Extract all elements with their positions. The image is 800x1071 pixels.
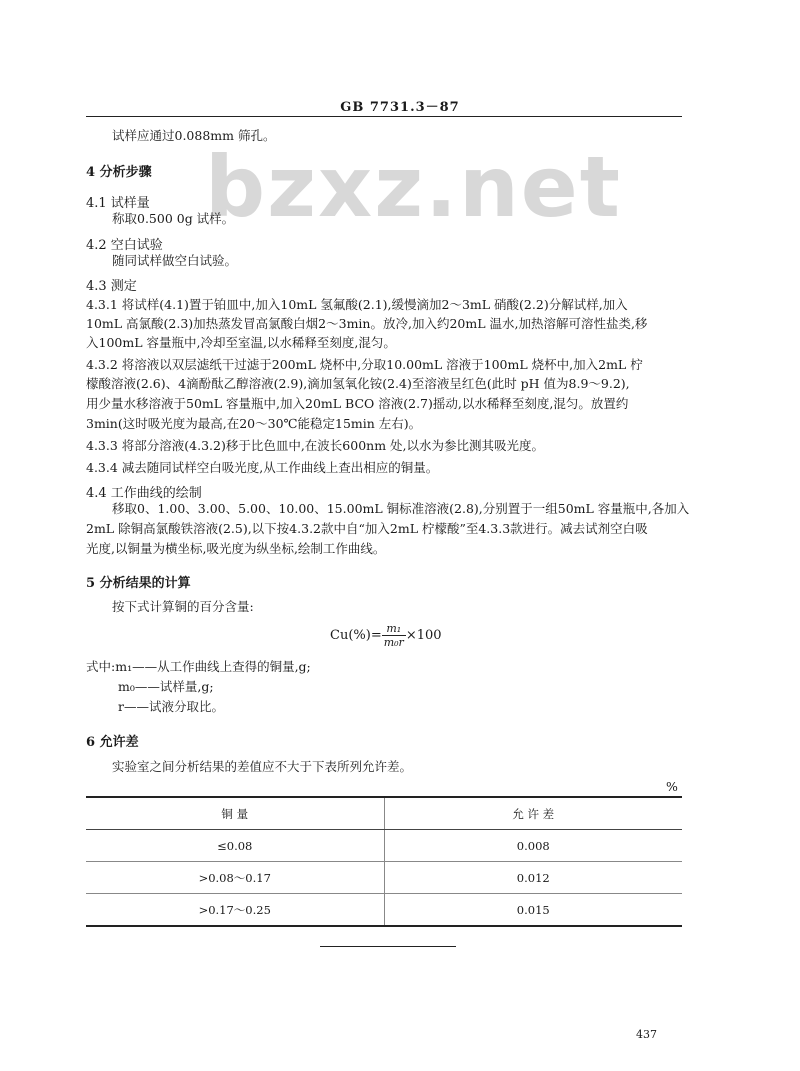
section-4-4-line-1: 移取0、1.00、3.00、5.00、10.00、15.00mL 铜标准溶液(2.8),分别置于一组50mL 容量瓶中,各加入 bbox=[112, 501, 690, 516]
formula-numerator: m₁ bbox=[382, 622, 406, 636]
table-cell-tolerance: 0.008 bbox=[384, 830, 682, 862]
section-5-heading: 5 分析结果的计算 bbox=[86, 576, 191, 591]
section-4-3-3-text: 4.3.3 将部分溶液(4.3.2)移于比色皿中,在波长600nm 处,以水为参比测其吸光度。 bbox=[86, 438, 545, 453]
page-number: 437 bbox=[636, 1028, 657, 1041]
unit-label: % bbox=[666, 779, 678, 794]
table-row bbox=[86, 830, 682, 862]
table-cell-tolerance: 0.015 bbox=[384, 894, 682, 927]
section-4-4-line-3: 光度,以铜量为横坐标,吸光度为纵坐标,绘制工作曲线。 bbox=[86, 541, 386, 556]
watermark-text: bzxz.net bbox=[205, 138, 622, 236]
legend-r: r——试液分取比。 bbox=[118, 699, 224, 714]
section-4-3-heading: 4.3 测定 bbox=[86, 279, 137, 294]
section-4-2-heading: 4.2 空白试验 bbox=[86, 238, 163, 253]
legend-m1: 式中:m₁——从工作曲线上查得的铜量,g; bbox=[86, 659, 311, 674]
section-5-intro: 按下式计算铜的百分含量: bbox=[112, 599, 254, 614]
section-4-3-1-line-3: 入100mL 容量瓶中,冷却至室温,以水稀释至刻度,混匀。 bbox=[86, 335, 396, 350]
table-cell-copper: >0.17～0.25 bbox=[86, 894, 384, 927]
copper-formula bbox=[330, 622, 442, 649]
table-row bbox=[86, 862, 682, 894]
table-cell-copper: ≤0.08 bbox=[86, 830, 384, 862]
section-4-3-1-line-2: 10mL 高氯酸(2.3)加热蒸发冒高氯酸白烟2～3min。放冷,加入约20mL 温水,加热溶解可溶性盐类,移 bbox=[86, 316, 648, 331]
section-4-3-2-line-1: 4.3.2 将溶液以双层滤纸干过滤于200mL 烧杯中,分取10.00mL 溶液于100mL 烧杯中,加入2mL 柠 bbox=[86, 357, 643, 372]
table-header-row bbox=[86, 797, 682, 830]
section-4-1-text: 称取0.500 0g 试样。 bbox=[112, 211, 235, 226]
section-4-3-2-line-4: 3min(这时吸光度为最高,在20～30℃能稳定15min 左右)。 bbox=[86, 416, 422, 431]
table-cell-tolerance: 0.012 bbox=[384, 862, 682, 894]
section-4-1-heading: 4.1 试样量 bbox=[86, 196, 150, 211]
end-rule bbox=[320, 946, 456, 947]
formula-tail: ×100 bbox=[405, 628, 442, 643]
section-4-3-2-line-2: 檬酸溶液(2.6)、4滴酚酞乙醇溶液(2.9),滴加氢氧化铵(2.4)至溶液呈红色(此时 pH 值为8.9～9.2), bbox=[86, 376, 630, 391]
section-4-3-2-line-3: 用少量水移溶液于50mL 容量瓶中,加入20mL BCO 溶液(2.7)摇动,以水稀释至刻度,混匀。放置约 bbox=[86, 396, 629, 411]
section-4-3-1-line-1: 4.3.1 将试样(4.1)置于铂皿中,加入10mL 氢氟酸(2.1),缓慢滴加2～3mL 硝酸(2.2)分解试样,加入 bbox=[86, 297, 628, 312]
table-header-tolerance: 允 许 差 bbox=[384, 797, 682, 830]
formula-denominator: m₀r bbox=[383, 636, 404, 649]
legend-m0: m₀——试样量,g; bbox=[118, 679, 214, 694]
sieve-note: 试样应通过0.088mm 筛孔。 bbox=[112, 128, 276, 143]
table-cell-copper: >0.08～0.17 bbox=[86, 862, 384, 894]
section-4-heading: 4 分析步骤 bbox=[86, 165, 152, 180]
table-row bbox=[86, 894, 682, 927]
section-4-4-heading: 4.4 工作曲线的绘制 bbox=[86, 486, 202, 501]
header-rule bbox=[86, 116, 682, 117]
section-6-heading: 6 允许差 bbox=[86, 735, 139, 750]
section-6-intro: 实验室之间分析结果的差值应不大于下表所列允许差。 bbox=[112, 759, 413, 774]
document-header: GB 7731.3－87 bbox=[340, 100, 460, 115]
section-4-3-4-text: 4.3.4 减去随同试样空白吸光度,从工作曲线上查出相应的铜量。 bbox=[86, 460, 439, 475]
formula-lhs: Cu(%)= bbox=[330, 628, 382, 643]
formula-fraction bbox=[382, 622, 406, 649]
tolerance-table bbox=[86, 796, 682, 927]
table-header-copper: 铜 量 bbox=[86, 797, 384, 830]
section-4-4-line-2: 2mL 除铜高氯酸铁溶液(2.5),以下按4.3.2款中自“加入2mL 柠檬酸”至4.3.3款进行。减去试剂空白吸 bbox=[86, 521, 648, 536]
section-4-2-text: 随同试样做空白试验。 bbox=[112, 253, 238, 268]
